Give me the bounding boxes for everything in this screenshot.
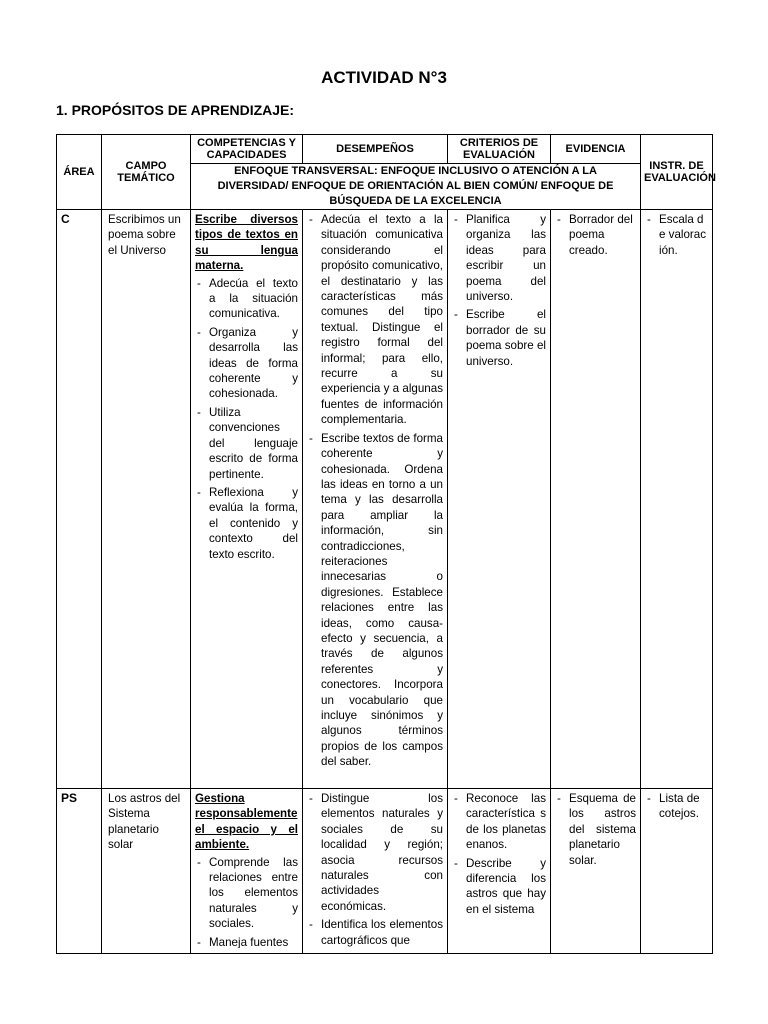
- list-item: - Organiza y desarrolla las ideas de forma coherente y cohesionada.: [195, 325, 298, 402]
- page-title: ACTIVIDAD N°3: [321, 68, 447, 87]
- criterios-list: [452, 212, 546, 369]
- list-item: - Esquema de los astros del sistema planetario solar.: [555, 791, 636, 868]
- evidencia-cell: [551, 210, 641, 789]
- criterios-list: [452, 791, 546, 917]
- list-item: - Utiliza convenciones del lenguaje escrito de forma pertinente.: [195, 405, 298, 482]
- list-item: - Escala de valoración.: [645, 212, 708, 258]
- competencias-cell: [191, 210, 303, 789]
- list-item: - Describe y diferencia los astros que hay en el sistema: [452, 856, 546, 918]
- enfoque-banner: ENFOQUE TRANSVERSAL: ENFOQUE INCLUSIVO O ATENCIÓN A LA DIVERSIDAD/ ENFOQUE DE ORIENTACIÓN AL BIEN COMÚN/ ENFOQUE DE BÚSQUEDA DE LA EXCELENCIA: [191, 164, 641, 210]
- desempenos-cell: [303, 789, 448, 954]
- list-item: - Reflexiona y evalúa la forma, el contenido y contexto del texto escrito.: [195, 485, 298, 562]
- instrumento-cell: [641, 789, 713, 954]
- instrumento-list: [645, 791, 708, 822]
- desempenos-list: [307, 791, 443, 948]
- campo-cell: Los astros del Sistema planetario solar: [102, 789, 191, 954]
- header-campo: CAMPO TEMÁTICO: [102, 135, 191, 210]
- competencia-heading: Gestiona responsablemente el espacio y el ambiente.: [195, 792, 298, 852]
- header-area: ÁREA: [57, 135, 102, 210]
- evidencia-list: [555, 212, 636, 258]
- list-item: - Adecúa el texto a la situación comunicativa.: [195, 276, 298, 322]
- area-cell: PS: [57, 789, 102, 954]
- table-row: [57, 789, 713, 954]
- table-row: [57, 210, 713, 789]
- header-competencias: COMPETENCIAS Y CAPACIDADES: [191, 135, 303, 164]
- header-instrumento: INSTR. DE EVALUACIÓN: [641, 135, 713, 210]
- evidencia-list: [555, 791, 636, 868]
- competencias-cell: [191, 789, 303, 954]
- area-cell: C: [57, 210, 102, 789]
- list-item: - Maneja fuentes: [195, 935, 298, 948]
- list-item: - Comprende las relaciones entre los elementos naturales y sociales.: [195, 855, 298, 932]
- list-item: - Planifica y organiza las ideas para escribir un poema del universo.: [452, 212, 546, 304]
- criterios-cell: [448, 789, 551, 954]
- list-item: - Reconoce las característica s de los planetas enanos.: [452, 791, 546, 853]
- capacidades-list: [195, 276, 298, 562]
- desempenos-list: [307, 212, 443, 770]
- list-item: - Adecúa el texto a la situación comunicativa considerando el propósito comunicativo, el destinatario y las características más comunes del tipo textual. Distingue el registro formal del informal; para ello, recurre a su experiencia y a algunas fuentes de información complementaria.: [307, 212, 443, 428]
- list-item: - Escribe el borrador de su poema sobre el universo.: [452, 307, 546, 369]
- header-criterios: CRITERIOS DE EVALUACIÓN: [448, 135, 551, 164]
- learning-purposes-table: [56, 134, 716, 954]
- capacidades-list: [195, 855, 298, 948]
- evidencia-cell: [551, 789, 641, 954]
- section-title: 1. PROPÓSITOS DE APRENDIZAJE:: [56, 102, 295, 118]
- list-item: - Distingue los elementos naturales y sociales de su localidad y región; asocia recursos naturales con actividades económicas.: [307, 791, 443, 914]
- list-item: - Identifica los elementos cartográficos que: [307, 917, 443, 948]
- header-evidencia: EVIDENCIA: [551, 135, 641, 164]
- desempenos-cell: [303, 210, 448, 789]
- criterios-cell: [448, 210, 551, 789]
- instrumento-list: [645, 212, 708, 258]
- instrumento-cell: [641, 210, 713, 789]
- campo-cell: Escribimos un poema sobre el Universo: [102, 210, 191, 789]
- competencia-heading: Escribe diversos tipos de textos en su lengua materna.: [195, 213, 298, 273]
- list-item: - Borrador del poema creado.: [555, 212, 636, 258]
- list-item: - Escribe textos de forma coherente y cohesionada. Ordena las ideas en torno a un tema y las desarrolla para ampliar la información, sin contradicciones, reiteraciones innecesarias o digresiones. Establece relaciones entre las ideas, como causa-efecto y secuencia, a través de algunos referentes y conectores. Incorpora un vocabulario que incluye sinónimos y algunos términos propios de los campos del saber.: [307, 431, 443, 770]
- list-item: - Lista de cotejos.: [645, 791, 708, 822]
- header-desempenos: DESEMPEÑOS: [303, 135, 448, 164]
